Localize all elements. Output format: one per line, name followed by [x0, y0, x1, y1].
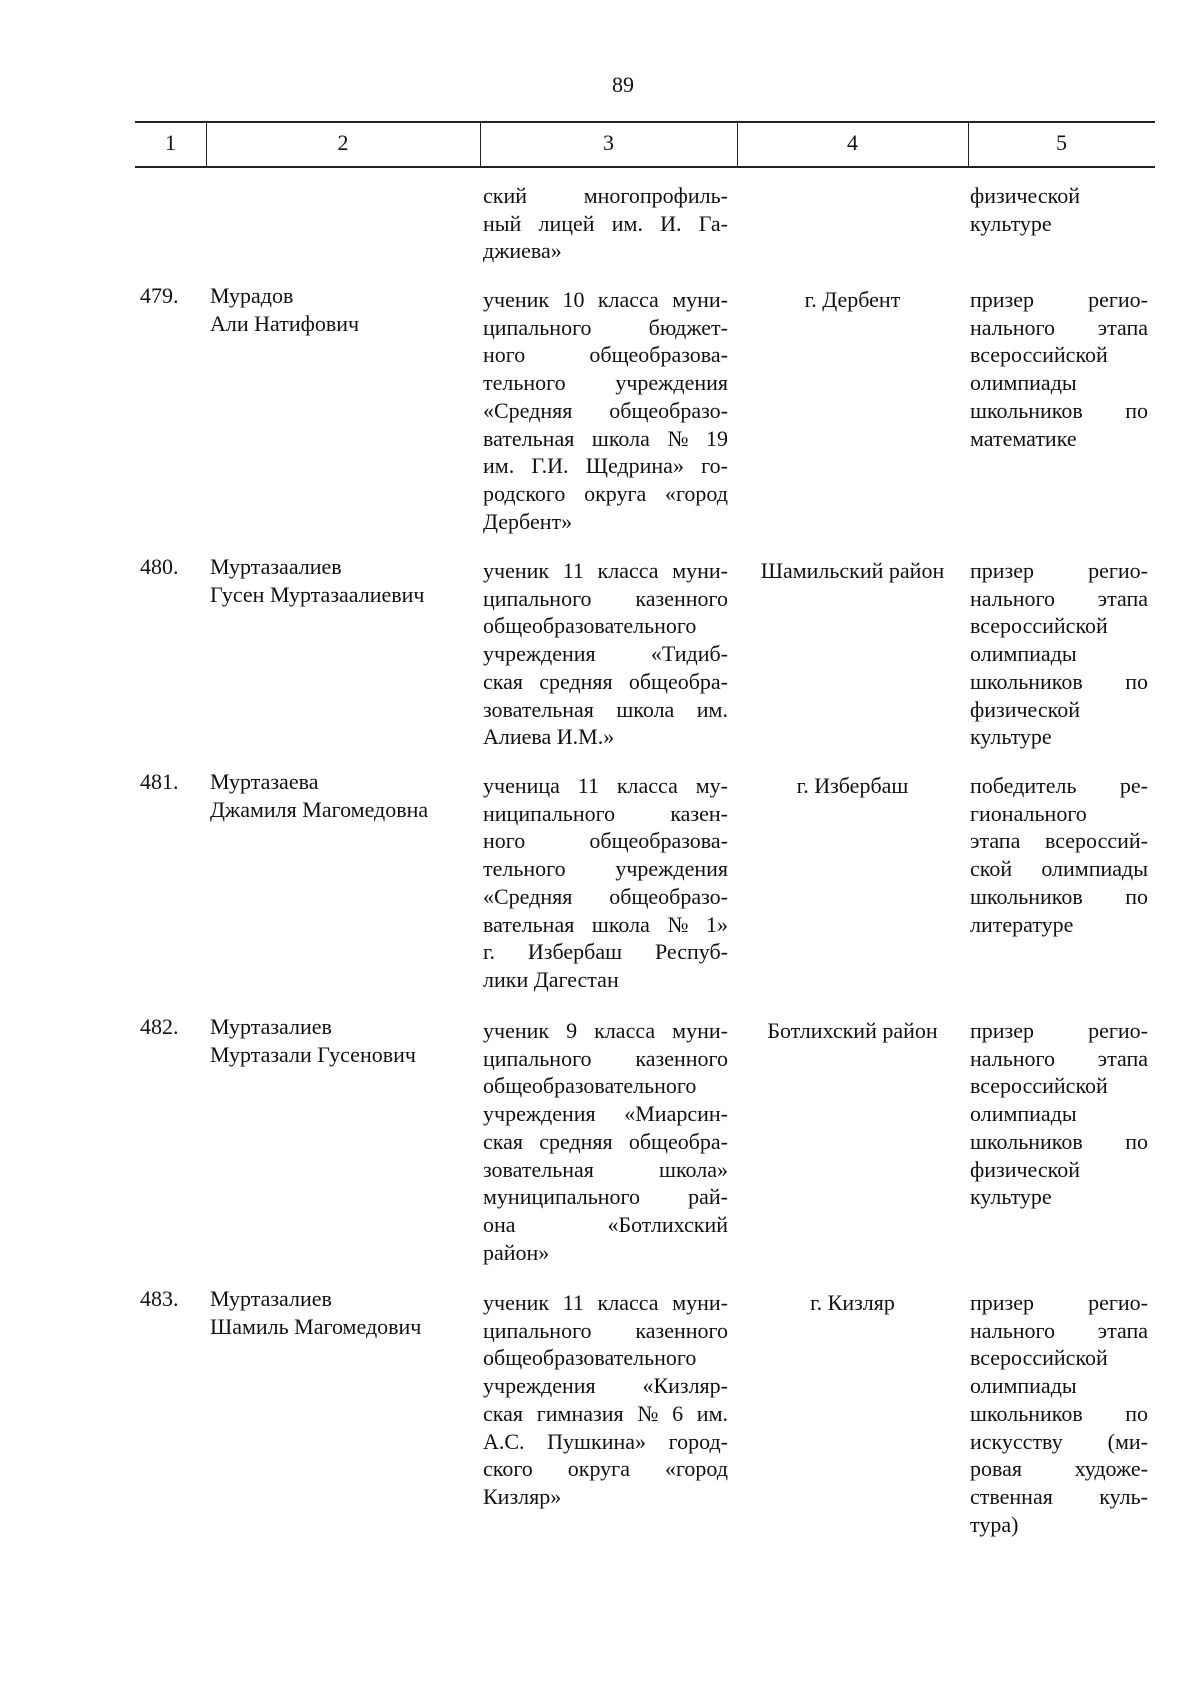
text-line: ский многопрофиль- — [483, 183, 728, 208]
row-number: 479. — [140, 283, 179, 308]
row-description — [483, 1017, 728, 1266]
text-line: г. Избербаш Респуб- — [483, 939, 728, 965]
header-top-rule — [135, 121, 1155, 123]
row-number: 482. — [140, 1014, 179, 1039]
text-line: литературе — [970, 911, 1074, 937]
text-line: олимпиады — [970, 641, 1077, 667]
text-line: ровая художе- — [970, 1456, 1148, 1482]
text-line: общеобразовательного — [483, 1345, 697, 1371]
text-line: вательная школа № 19 — [483, 425, 728, 451]
text-line: призер регио- — [970, 1018, 1148, 1043]
text-line: зовательная школа» — [483, 1156, 728, 1182]
text-line: призер регио- — [970, 1290, 1148, 1315]
text-line: Гусен Муртазаалиевич — [210, 581, 425, 607]
text-line: зовательная школа им. — [483, 696, 728, 722]
text-line: учреждения «Миарсин- — [483, 1101, 728, 1127]
text-line: олимпиады — [970, 1101, 1077, 1127]
text-line: ного общеобразова- — [483, 828, 728, 854]
row-award — [970, 557, 1148, 751]
text-line: всероссийской — [970, 1345, 1108, 1371]
row-place: г. Дербент — [804, 287, 901, 312]
text-line: район» — [483, 1239, 550, 1265]
text-line: культуре — [970, 210, 1052, 236]
text-line: математике — [970, 425, 1077, 451]
header-col-1: 1 — [165, 130, 176, 155]
text-line: физической — [970, 696, 1080, 722]
text-line: искусству (ми- — [970, 1428, 1148, 1454]
continuation-description — [483, 182, 728, 265]
text-line: всероссийской — [970, 1073, 1108, 1099]
row-number: 483. — [140, 1286, 179, 1311]
text-line: нального этапа — [970, 1317, 1148, 1343]
row-name — [210, 282, 480, 337]
text-line: ской олимпиады — [970, 856, 1148, 882]
text-line: физической — [970, 1156, 1080, 1182]
text-line: Кизляр» — [483, 1483, 562, 1509]
row-description — [483, 1289, 728, 1511]
text-line: олимпиады — [970, 1373, 1077, 1399]
text-line: Алиева И.М.» — [483, 724, 615, 750]
text-line: она «Ботлихский — [483, 1211, 728, 1237]
text-line: ственная куль- — [970, 1483, 1148, 1509]
text-line: ный лицей им. И. Га- — [483, 210, 728, 236]
text-line: ученица 11 класса му- — [483, 773, 728, 798]
text-line: Муртазали Гусенович — [210, 1041, 416, 1067]
row-name — [210, 1013, 480, 1068]
text-line: общеобразовательного — [483, 613, 697, 639]
text-line: культуре — [970, 724, 1052, 750]
text-line: нального этапа — [970, 1045, 1148, 1071]
row-place: г. Кизляр — [810, 1290, 895, 1315]
text-line: им. Г.И. Щедрина» го- — [483, 453, 728, 479]
text-line: ученик 11 класса муни- — [483, 558, 728, 583]
text-line: гионального — [970, 800, 1087, 826]
text-line: ного общеобразова- — [483, 342, 728, 368]
text-line: всероссийской — [970, 613, 1108, 639]
text-line: Дербент» — [483, 508, 573, 534]
text-line: Муртазаева — [210, 769, 319, 794]
text-line: ципального казенного — [483, 1317, 728, 1343]
text-line: школьников по — [970, 1128, 1148, 1154]
text-line: ская гимназия № 6 им. — [483, 1400, 728, 1426]
header-col-2: 2 — [337, 130, 349, 155]
text-line: Джамиля Магомедовна — [210, 796, 429, 822]
header-col-3: 3 — [603, 130, 614, 155]
text-line: Муртазаалиев — [210, 554, 342, 579]
text-line: ниципального казен- — [483, 800, 728, 826]
text-line: вательная школа № 1» — [483, 911, 728, 937]
text-line: А.С. Пушкина» город- — [483, 1428, 728, 1454]
text-line: Али Натифович — [210, 310, 360, 336]
text-line: тельного учреждения — [483, 856, 728, 882]
text-line: ученик 9 класса муни- — [483, 1018, 728, 1043]
row-description — [483, 772, 728, 994]
row-number: 480. — [140, 554, 179, 579]
text-line: Мурадов — [210, 283, 294, 308]
text-line: физической — [970, 183, 1080, 208]
text-line: школьников по — [970, 668, 1148, 694]
row-award — [970, 1289, 1148, 1538]
text-line: ципального бюджет- — [483, 314, 728, 340]
header-col-4: 4 — [847, 130, 858, 155]
row-place: Ботлихский район — [767, 1018, 938, 1043]
text-line: джиева» — [483, 238, 562, 264]
text-line: этапа всероссий- — [970, 828, 1148, 854]
row-award — [970, 286, 1148, 452]
header-bottom-rule — [135, 166, 1155, 168]
text-line: «Средняя общеобразо- — [483, 397, 728, 423]
text-line: родского округа «город — [483, 480, 728, 506]
text-line: всероссийской — [970, 342, 1108, 368]
text-line: ученик 11 класса муни- — [483, 1290, 728, 1315]
row-place: г. Избербаш — [796, 773, 909, 798]
text-line: ского округа «город — [483, 1456, 728, 1482]
text-line: тура) — [970, 1511, 1019, 1537]
text-line: учреждения «Кизляр- — [483, 1373, 728, 1399]
text-line: призер регио- — [970, 558, 1148, 583]
text-line: победитель ре- — [970, 773, 1148, 798]
page-number: 89 — [612, 72, 634, 97]
text-line: школьников по — [970, 883, 1148, 909]
continuation-award — [970, 182, 1148, 237]
row-number: 481. — [140, 769, 179, 794]
text-line: общеобразовательного — [483, 1073, 697, 1099]
header-col-5: 5 — [1056, 130, 1067, 155]
text-line: Муртазалиев — [210, 1286, 332, 1311]
row-place: Шамильский район — [760, 558, 945, 583]
row-name — [210, 553, 480, 608]
text-line: культуре — [970, 1184, 1052, 1210]
row-description — [483, 286, 728, 535]
text-line: школьников по — [970, 1400, 1148, 1426]
text-line: лики Дагестан — [483, 966, 619, 992]
text-line: ципального казенного — [483, 1045, 728, 1071]
text-line: учреждения «Тидиб- — [483, 641, 728, 667]
text-line: муниципального рай- — [483, 1184, 728, 1210]
text-line: олимпиады — [970, 370, 1077, 396]
row-name — [210, 768, 480, 823]
text-line: ская средняя общеобра- — [483, 668, 728, 694]
row-name — [210, 1285, 480, 1340]
row-award — [970, 772, 1148, 938]
text-line: ученик 10 класса муни- — [483, 287, 728, 312]
text-line: Шамиль Магомедович — [210, 1313, 422, 1339]
text-line: нального этапа — [970, 585, 1148, 611]
text-line: нального этапа — [970, 314, 1148, 340]
text-line: тельного учреждения — [483, 370, 728, 396]
row-award — [970, 1017, 1148, 1211]
text-line: «Средняя общеобразо- — [483, 883, 728, 909]
text-line: призер регио- — [970, 287, 1148, 312]
text-line: ципального казенного — [483, 585, 728, 611]
row-description — [483, 557, 728, 751]
text-line: ская средняя общеобра- — [483, 1128, 728, 1154]
text-line: Муртазалиев — [210, 1014, 332, 1039]
text-line: школьников по — [970, 397, 1148, 423]
